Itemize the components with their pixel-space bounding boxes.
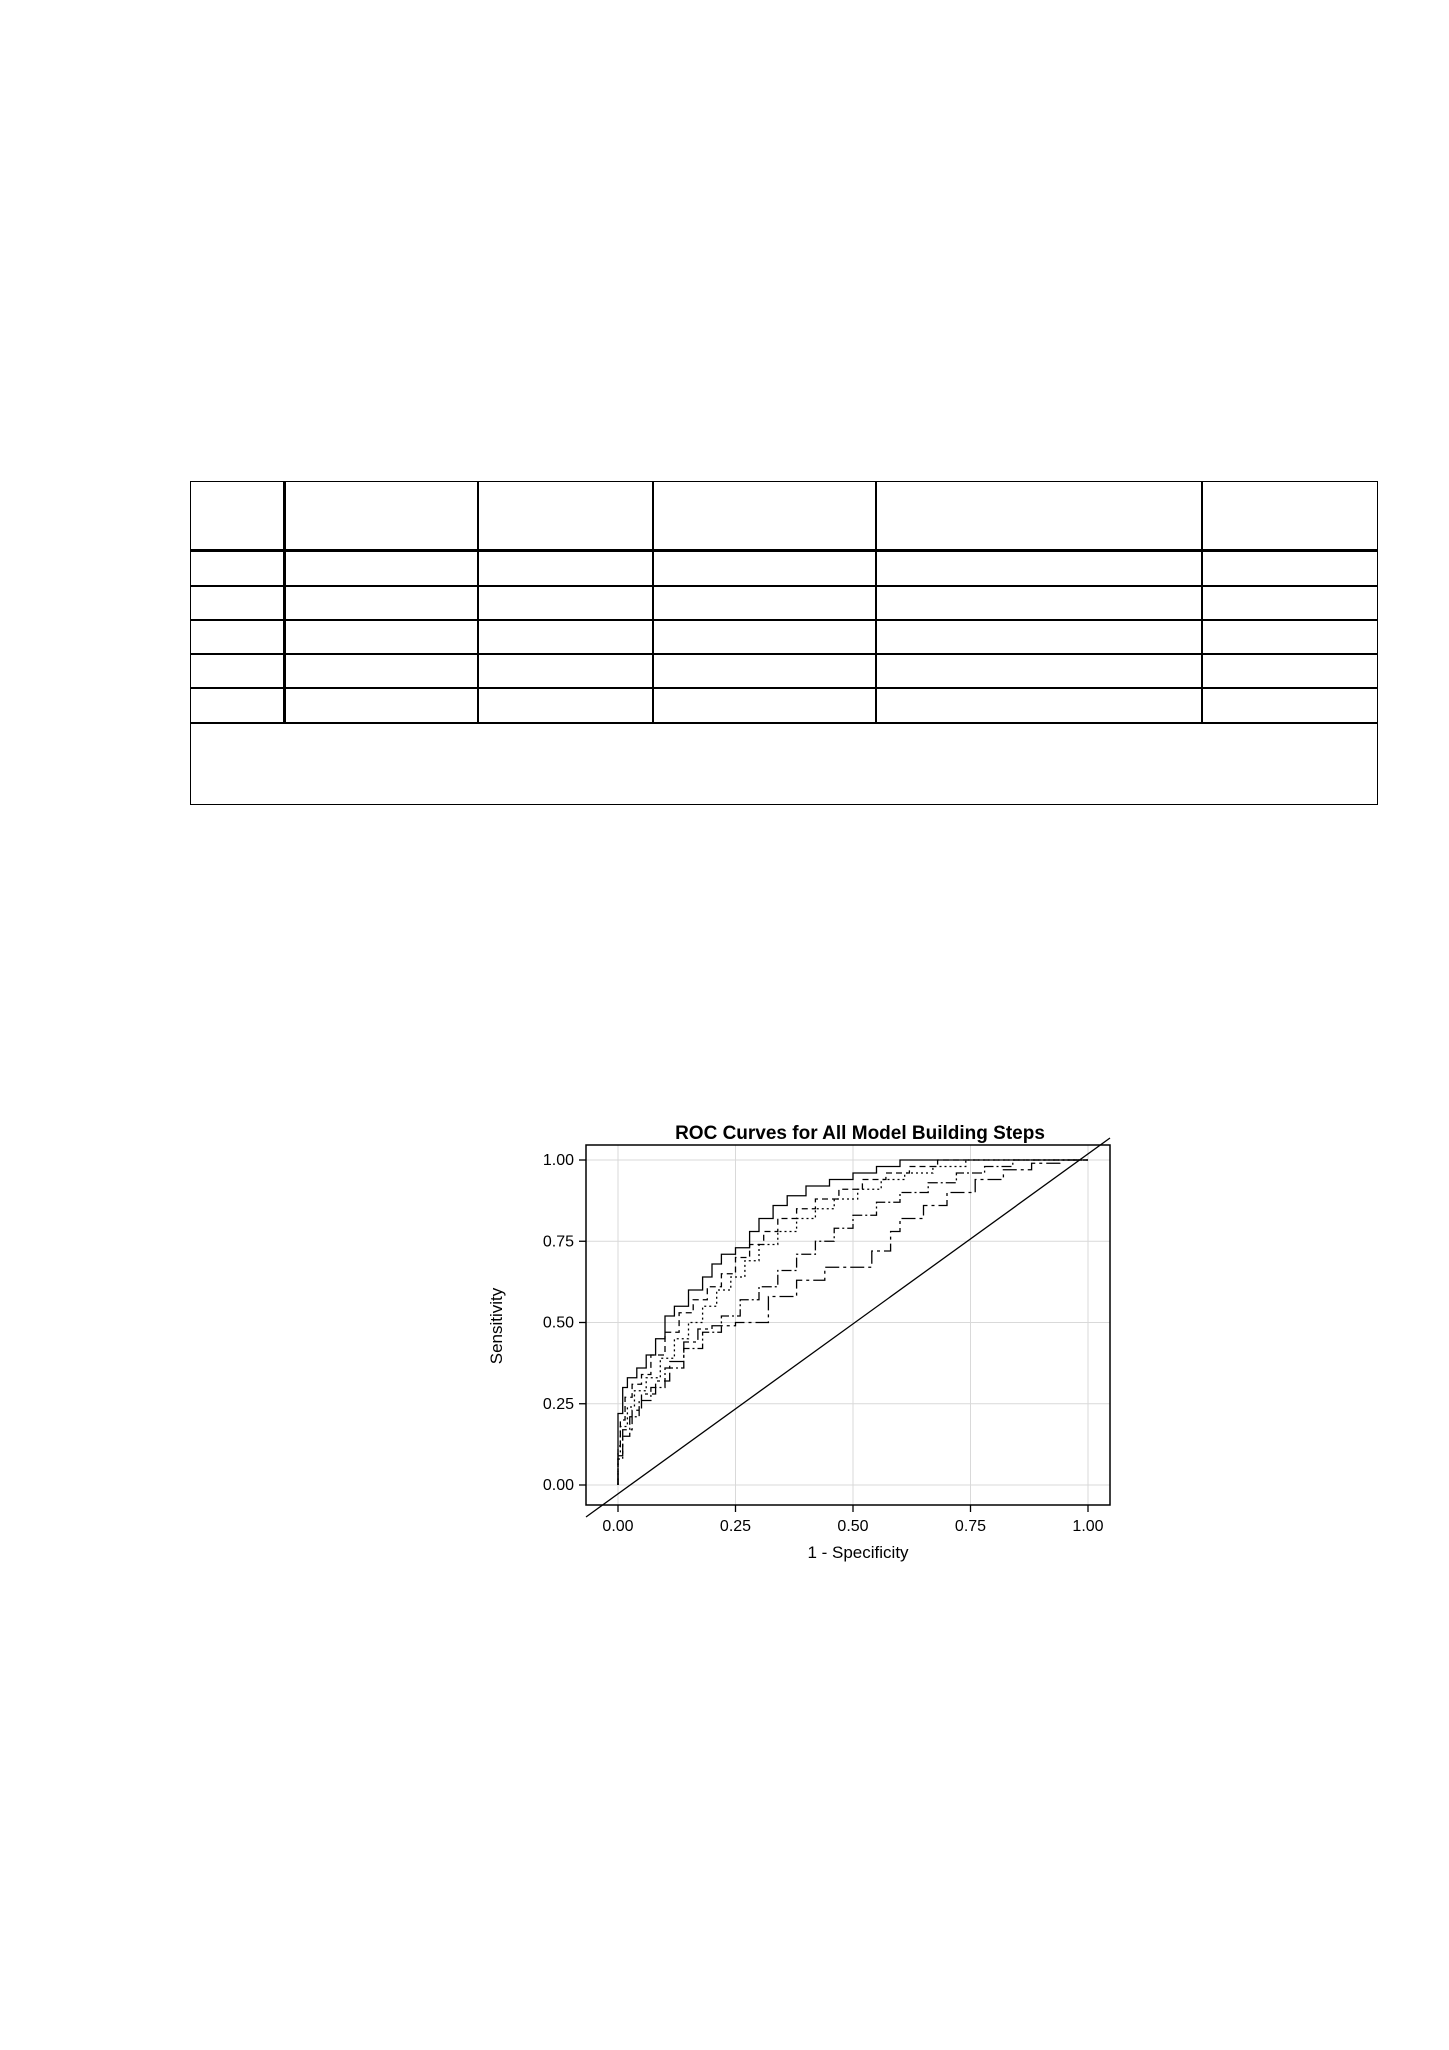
x-tick-label: 1.00: [1072, 1518, 1104, 1535]
tick-marks: [543, 1152, 1104, 1535]
table-row-divider: [190, 549, 1378, 552]
table-row-divider: [190, 585, 1378, 587]
roc-chart: [470, 1100, 1130, 1570]
y-tick-label: 0.00: [542, 1477, 574, 1494]
table-row-divider: [190, 687, 1378, 689]
table-row-divider: [190, 722, 1378, 724]
table-column-divider: [875, 481, 877, 722]
y-tick-label: 0.25: [542, 1395, 574, 1413]
y-axis-title: Sensitivity: [487, 1287, 506, 1365]
x-tick-label: 0.00: [602, 1518, 634, 1535]
x-tick-label: 0.25: [719, 1518, 752, 1535]
table-column-divider: [477, 481, 479, 722]
table-column-divider: [1201, 481, 1203, 722]
roc-chart-svg: [470, 1100, 1130, 1570]
table-row-divider: [190, 653, 1378, 655]
empty-data-table: [190, 481, 1378, 805]
table-column-divider: [652, 481, 654, 722]
y-tick-label: 1.00: [542, 1152, 574, 1169]
series-group: [586, 1138, 1110, 1517]
y-tick-label: 0.50: [542, 1314, 574, 1332]
table-column-divider: [283, 481, 286, 722]
chart-title: ROC Curves for All Model Building Steps: [675, 1123, 1045, 1144]
x-tick-label: 0.50: [837, 1518, 869, 1535]
table-row-divider: [190, 619, 1378, 621]
x-axis-title: 1 - Specificity: [807, 1543, 909, 1562]
y-tick-label: 0.75: [542, 1233, 574, 1251]
table-border: [190, 481, 1378, 805]
x-tick-label: 0.75: [954, 1518, 987, 1535]
